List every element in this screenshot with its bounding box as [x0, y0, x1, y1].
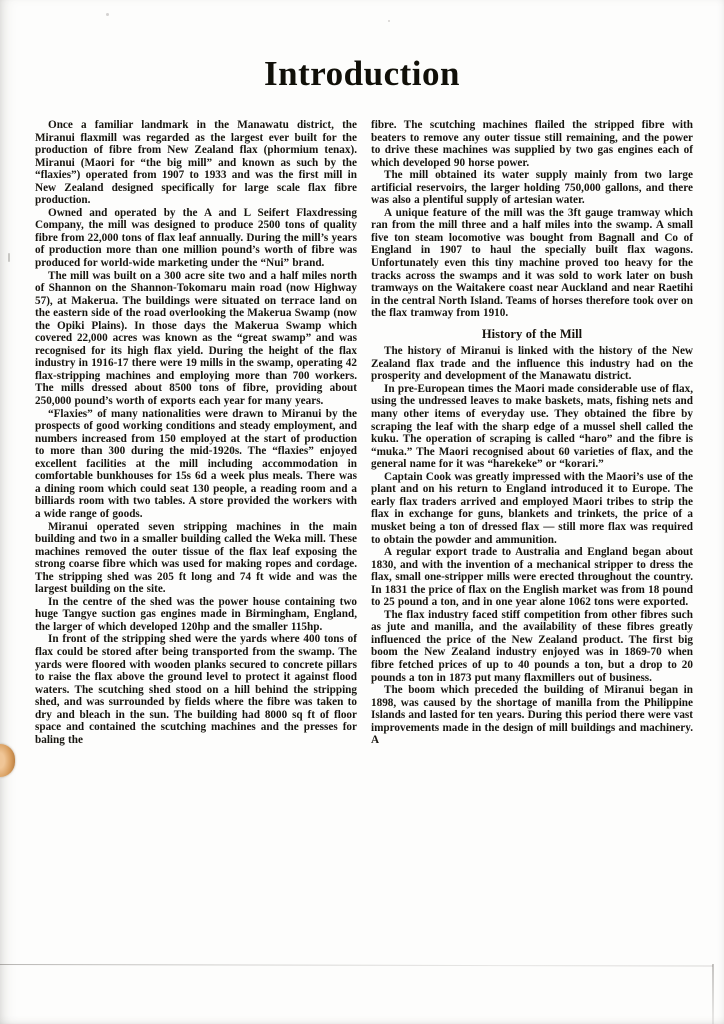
scan-speck-artifact [106, 13, 109, 16]
page-title: Introduction [264, 54, 460, 93]
paragraph: fibre. The scutching machines flailed the stripped fibre with beaters to remove any outer tissue still remaining, and the power to drive these machines was supplied by two gas engines each of which developed 90 horse power. [371, 119, 693, 169]
page-edge-notch-artifact [0, 744, 15, 777]
left-column [35, 119, 357, 747]
paragraph: In pre-European times the Maori made considerable use of flax, using the undressed leaves to make baskets, mats, fishing nets and many other items of everyday use. They obtained the fibre by scraping the leaf with the sharp edge of a mussel shell called the kuku. The operation of scraping is called “haro” and the fibre is “muka.” The Maori recognised about 60 varieties of flax, and the general name for it was “harekeke” or “korari.” [371, 382, 693, 471]
scan-speck-artifact [8, 253, 10, 262]
paragraph: The flax industry faced stiff competition from other fibres such as jute and manilla, and the availability of these fibres greatly influenced the price of the New Zealand product. The first big boom the New Zealand industry enjoyed was in 1869-70 when fibre fetched prices of up to 40 pounds a ton, but a drop to 20 pounds a ton in 1873 put many flaxmillers out of business. [371, 608, 693, 684]
paragraph: A unique feature of the mill was the 3ft gauge tramway which ran from the mill three and a half miles into the swamp. A small five ton steam locomotive was bought from Bagnall and Co of England in 1907 to haul the specially built flax wagons. Unfortunately even this tiny machine proved too heavy for the tracks across the swamps and it was sold to work later on bush tramways on the Waitakere coast near Auckland and near Raetihi in the central North Island. Teams of horses therefore took over on the flax tramway from 1910. [371, 206, 693, 320]
paragraph: Once a familiar landmark in the Manawatu district, the Miranui flaxmill was regarded as the largest ever built for the production of fibre from New Zealand flax (phormium tenax). Miranui (Maori for “the big mill” and known as such by the “flaxies”) operated from 1907 to 1933 and was the first mill in New Zealand designed specifically for large scale flax fibre production. [35, 119, 357, 207]
paragraph: The boom which preceded the building of Miranui began in 1898, was caused by the shortage of manilla from the Philippine Islands and lasted for ten years. During this period there were vast improvements made in the design of mill buildings and machinery. A [371, 684, 694, 747]
paragraph: In the centre of the shed was the power house containing two huge Tangye suction gas engines made in Birmingham, England, the larger of which developed 120hp and the smaller 115hp. [35, 595, 357, 633]
paragraph: Captain Cook was greatly impressed with the Maori’s use of the plant and on his return to England introduced it to Europe. The early flax traders arrived and employed Maori tribes to strip the flax in exchange for guns, blankets and trinkets, the price of a musket being a ton of dressed flax — still more flax was required to obtain the powder and ammunition. [371, 470, 693, 546]
paragraph: Owned and operated by the A and L Seifert Flaxdressing Company, the mill was designed to produce 2500 tons of quality fibre from 22,000 tons of flax leaf annually. During the mill’s years of production more than one million pound’s worth of fibre was produced for world-wide marketing under the “Nui” brand. [35, 206, 357, 270]
paragraph: Miranui operated seven stripping machines in the main building and two in a smaller building called the Weka mill. These machines removed the outer tissue of the flax leaf exposing the strong coarse fibre which was used for making ropes and cordage. The stripping shed was 205 ft long and 74 ft wide and was the largest building on the site. [35, 520, 357, 596]
scan-speck-artifact [388, 20, 390, 22]
paragraph: The history of Miranui is linked with the history of the New Zealand flax trade and the influence this industry had on the prosperity and development of the Manawatu district. [371, 345, 693, 383]
paragraph: In front of the stripping shed were the yards where 400 tons of flax could be stored after being transported from the swamp. The yards were floored with wooden planks secured to concrete pillars to raise the flax above the ground level to protect it against flood waters. The scutching shed stood on a hill behind the stripping shed, and was surrounded by fields where the fibre was taken to dry and bleach in the sun. The building had 8000 sq ft of floor space and contained the scutching machines and the presses for baling the [35, 633, 357, 746]
paragraph: “Flaxies” of many nationalities were drawn to Miranui by the prospects of good working conditions and steady employment, and numbers increased from 150 employed at the start of production to more than 300 during the mid-1920s. The “flaxies” enjoyed excellent facilities at the mill including accommodation in comfortable bunkhouses for 15s 6d a week plus meals. There was a dining room which could seat 130 people, a reading room and a billiards room with two tables. A store provided the workers with a wide range of goods. [35, 407, 357, 520]
section-heading: History of the Mill [481, 326, 583, 341]
right-column [371, 119, 693, 747]
paragraph: A regular export trade to Australia and England began about 1830, and with the invention of a mechanical stripper to dress the flax, small one-stripper mills were erected throughout the country. In 1831 the price of flax on the English market was from 18 pound to 25 pound a ton, and in one year alone 1062 tons were exported. [371, 546, 693, 609]
scan-page-edge-artifact [712, 964, 714, 1024]
paragraph: The mill obtained its water supply mainly from two large artificial reservoirs, the larger holding 750,000 gallons, and there was also a plentiful supply of artesian water. [371, 169, 693, 207]
text-columns [0, 119, 724, 747]
paragraph: The mill was built on a 300 acre site two and a half miles north of Shannon on the Shannon-Tokomaru main road (now Highway 57), at Makerua. The buildings were situated on terrace land on the eastern side of the road overlooking the Makerua Swamp (now the Opiki Plains). In those days the Makerua Swamp which covered 22,000 acres was known as the “great swamp” and was recognised for its high flax yield. During the height of the flax industry in 1916-17 there were 19 mills in the swamp, operating 42 flax-stripping machines and employing more than 700 workers. The mills dressed about 8500 tons of fibre, providing about 250,000 pound’s worth of exports each year for many years. [35, 269, 357, 408]
scan-fold-line-artifact [0, 964, 713, 966]
